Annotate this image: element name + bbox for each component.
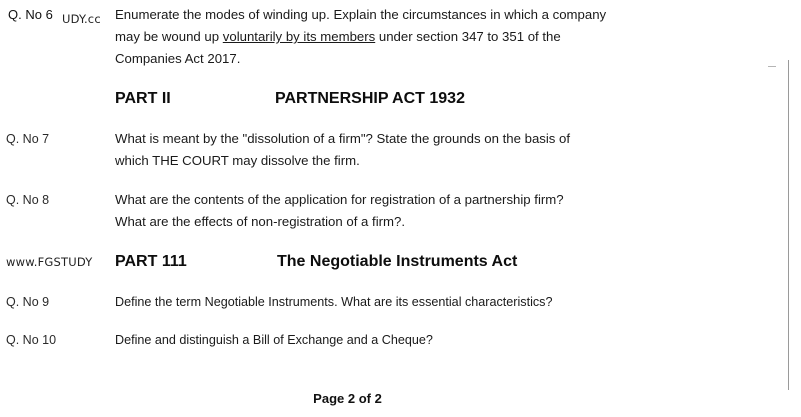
question-6-line-2: may be wound up voluntarily by its members under section 347 to 351 of the <box>115 29 561 44</box>
question-text-8 <box>115 189 690 233</box>
question-number-6: Q. No 6 <box>8 7 53 22</box>
page-number: Page 2 of 2 <box>313 391 382 406</box>
underlined-phrase: voluntarily by its members <box>222 29 376 44</box>
part-2-title: PARTNERSHIP ACT 1932 <box>275 90 465 107</box>
question-text-7 <box>115 128 690 172</box>
question-number-8: Q. No 8 <box>6 193 50 207</box>
part-3-title: The Negotiable Instruments Act <box>277 253 518 270</box>
question-text-9: Define the term Negotiable Instruments. What are its essential characteristics? <box>115 295 553 309</box>
question-text-6 <box>115 4 690 70</box>
part-2-label: PART II <box>115 90 171 107</box>
question-6-line-3: Companies Act 2017. <box>115 51 241 66</box>
watermark-side: www.FGSTUDY <box>6 255 93 269</box>
question-number-10: Q. No 10 <box>6 333 57 347</box>
watermark-fragment: UDY.cc <box>62 12 101 26</box>
question-8-line-1: What are the contents of the application for registration of a partnership firm? <box>115 192 564 207</box>
question-7-line-1: What is meant by the "dissolution of a firm"? State the grounds on the basis of <box>115 131 571 146</box>
question-text-10: Define and distinguish a Bill of Exchange and a Cheque? <box>115 333 433 347</box>
question-number-9: Q. No 9 <box>6 295 50 309</box>
scan-edge-line <box>788 60 789 390</box>
scan-mark <box>768 66 776 67</box>
part-3-label: PART 111 <box>115 253 187 270</box>
question-number-7: Q. No 7 <box>6 132 50 146</box>
question-7-line-2: which THE COURT may dissolve the firm. <box>115 153 360 168</box>
question-6-line-1: Enumerate the modes of winding up. Explain the circumstances in which a company <box>115 7 607 22</box>
question-8-line-2: What are the effects of non-registration of a firm?. <box>115 214 406 229</box>
